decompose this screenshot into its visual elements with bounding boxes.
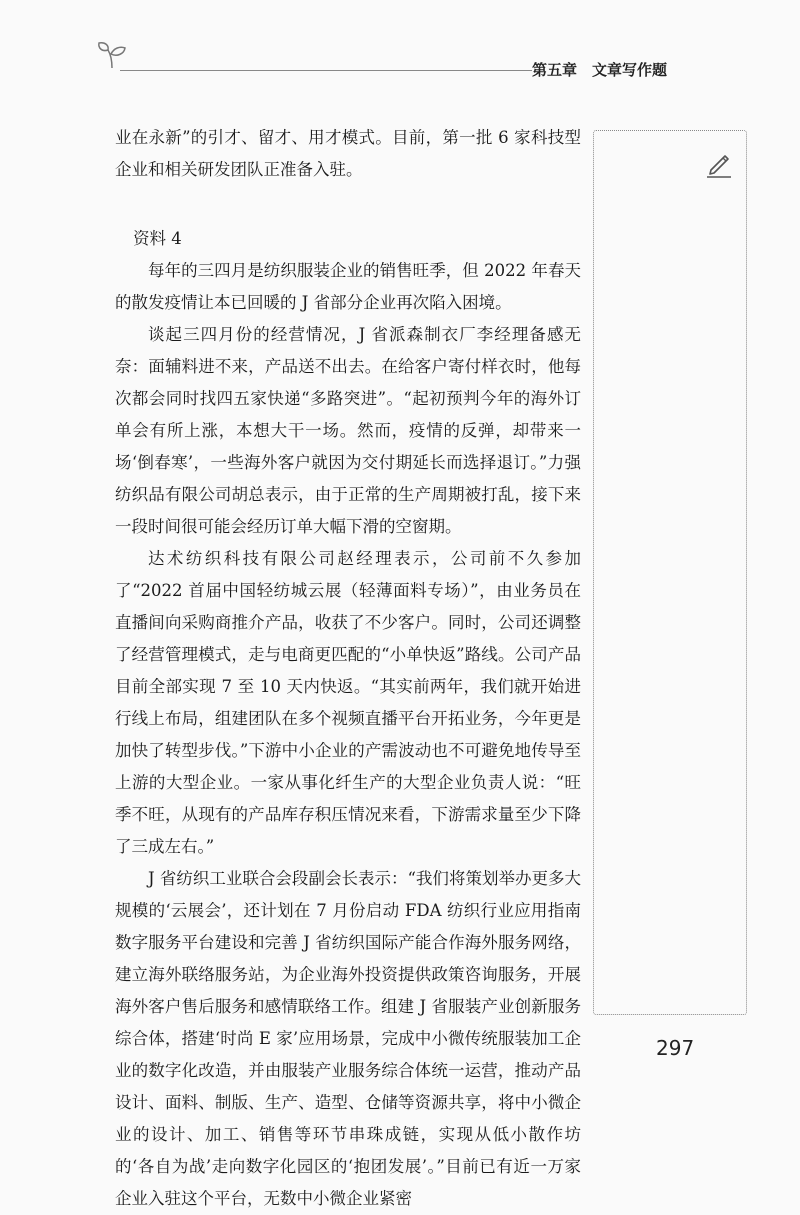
paragraph: 达术纺织科技有限公司赵经理表示，公司前不久参加了“2022 首届中国轻纺城云展（轻薄面料专场）”，由业务员在直播间向采购商推介产品，收获了不少客户。同时，公司还调整了经营管理模式，走与电商更匹配的“小单快返”路线。公司产品目前全部实现 7 至 10 天内快返。“其实前两年，我们就开始进行线上布局，组建团队在多个视频直播平台开拓业务，今年更是加快了转型步伐。”下游中小企业的产需波动也不可避免地传导至上游的大型企业。一家从事化纤生产的大型企业负责人说：“旺季不旺，从现有的产品库存积压情况来看，下游需求量至少下降了三成左右。” xyxy=(115,549,581,856)
notes-area xyxy=(593,130,747,1015)
article-body xyxy=(115,122,581,1215)
pencil-icon xyxy=(703,148,735,180)
page-number: 297 xyxy=(656,1036,695,1060)
header-divider xyxy=(120,70,532,71)
paragraph: J 省纺织工业联合会段副会长表示：“我们将策划举办更多大规模的‘云展会’，还计划在 7 月份启动 FDA 纺织行业应用指南数字服务平台建设和完善 J 省纺织国际产能合作海外服务网络，建立海外联络服务站，为企业海外投资提供政策咨询服务，开展海外客户售后服务和感情联络工作。组建 J 省服装产业创新服务综合体，搭建‘时尚 E 家’应用场景，完成中小微传统服装加工企业的数字化改造，并由服装产业服务综合体统一运营，推动产品设计、面料、制版、生产、造型、仓储等资源共享，将中小微企业的设计、加工、销售等环节串珠成链，实现从低小散作坊的‘各自为战’走向数字化园区的‘抱团发展’。”目前已有近一万家企业入驻这个平台，无数中小微企业紧密 xyxy=(115,869,581,1208)
continued-paragraph: 业在永新”的引才、留才、用才模式。目前，第一批 6 家科技型企业和相关研发团队正准备入驻。 xyxy=(115,128,581,179)
chapter-title: 第五章 文章写作题 xyxy=(532,61,668,79)
paragraph: 谈起三四月份的经营情况，J 省派森制衣厂李经理备感无奈：面辅料进不来，产品送不出去。在给客户寄付样衣时，他每次都会同时找四五家快递“多路突进”。“起初预判今年的海外订单会有所上涨，本想大干一场。然而，疫情的反弹，却带来一场‘倒春寒’，一些海外客户就因为交付期延长而选择退订。”力强纺织品有限公司胡总表示，由于正常的生产周期被打乱，接下来一段时间很可能会经历订单大幅下滑的空窗期。 xyxy=(115,325,581,536)
section-label: 资料 4 xyxy=(133,229,182,248)
paragraph: 每年的三四月是纺织服装企业的销售旺季，但 2022 年春天的散发疫情让本已回暖的 J 省部分企业再次陷入困境。 xyxy=(115,261,581,312)
leaf-sprout-icon xyxy=(96,40,128,70)
